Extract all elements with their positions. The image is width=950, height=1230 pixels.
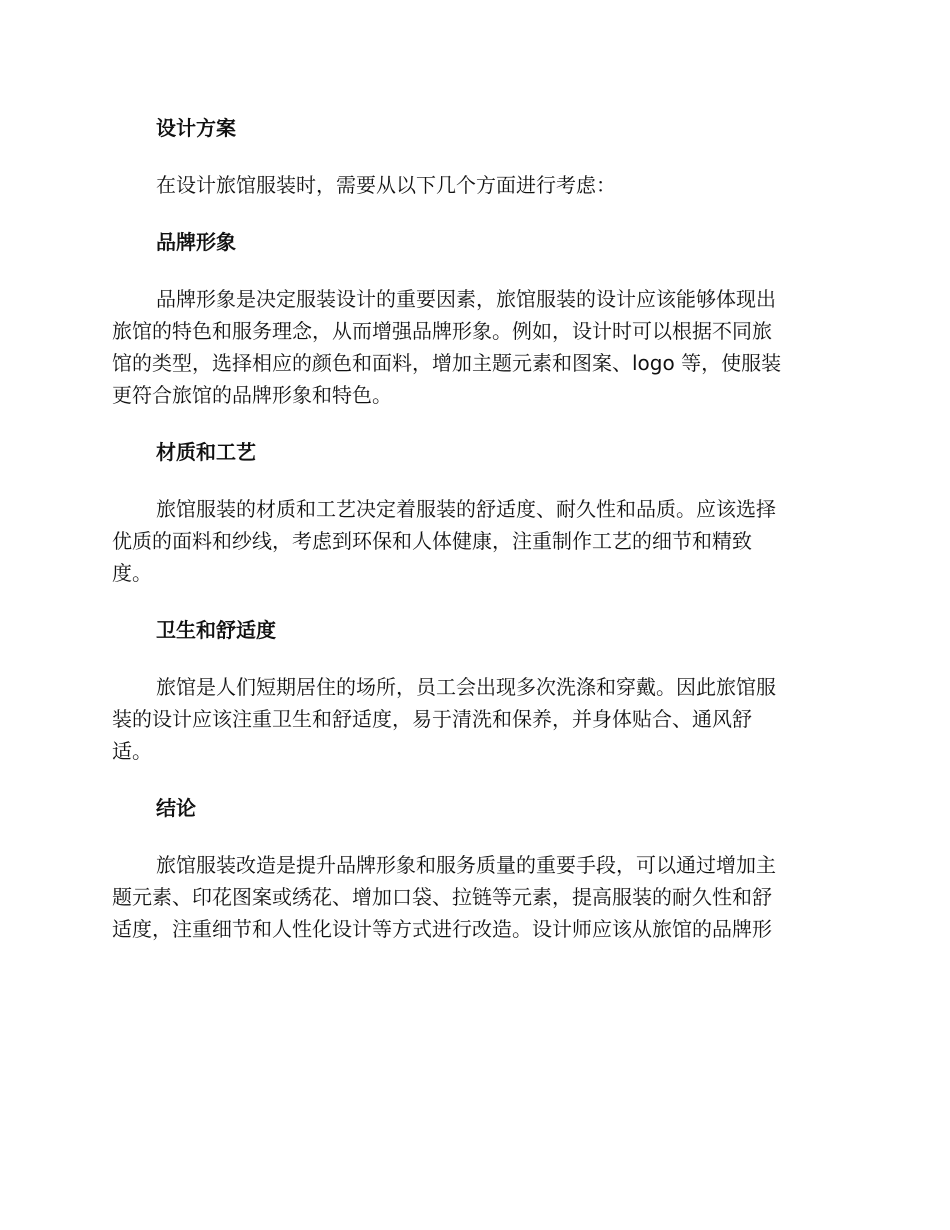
section-heading-conclusion: 结论 xyxy=(156,796,196,820)
section-paragraph-brand-image: 品牌形象是决定服装设计的重要因素，旅馆服装的设计应该能够体现出 旅馆的特色和服务理念，从而增强品牌形象。例如，设计时可以根据不同旅 馆的类型，选择相应的颜色和面料，增加主题元素和图案、logo 等，使服装 更符合旅馆的品牌形象和特色。 xyxy=(112,287,782,407)
section-heading-material-craft: 材质和工艺 xyxy=(156,440,256,464)
document-body xyxy=(112,112,840,970)
section-paragraph-hygiene-comfort: 旅馆是人们短期居住的场所，员工会出现多次洗涤和穿戴。因此旅馆服 装的设计应该注重卫生和舒适度，易于清洗和保养，并身体贴合、通风舒 适。 xyxy=(112,675,776,763)
section-paragraph-conclusion: 旅馆服装改造是提升品牌形象和服务质量的重要手段，可以通过增加主 题元素、印花图案或绣花、增加口袋、拉链等元素，提高服装的耐久性和舒 适度，注重细节和人性化设计等方式进行改造。设计师应该从旅馆的品牌形 xyxy=(112,853,776,941)
section-paragraph-design-plan: 在设计旅馆服装时，需要从以下几个方面进行考虑： xyxy=(156,173,616,197)
section-paragraph-material-craft: 旅馆服装的材质和工艺决定着服装的舒适度、耐久性和品质。应该选择 优质的面料和纱线，考虑到环保和人体健康，注重制作工艺的细节和精致 度。 xyxy=(112,497,776,585)
section-heading-hygiene-comfort: 卫生和舒适度 xyxy=(156,618,276,642)
section-heading-brand-image: 品牌形象 xyxy=(156,230,236,254)
section-heading-design-plan: 设计方案 xyxy=(156,116,236,140)
